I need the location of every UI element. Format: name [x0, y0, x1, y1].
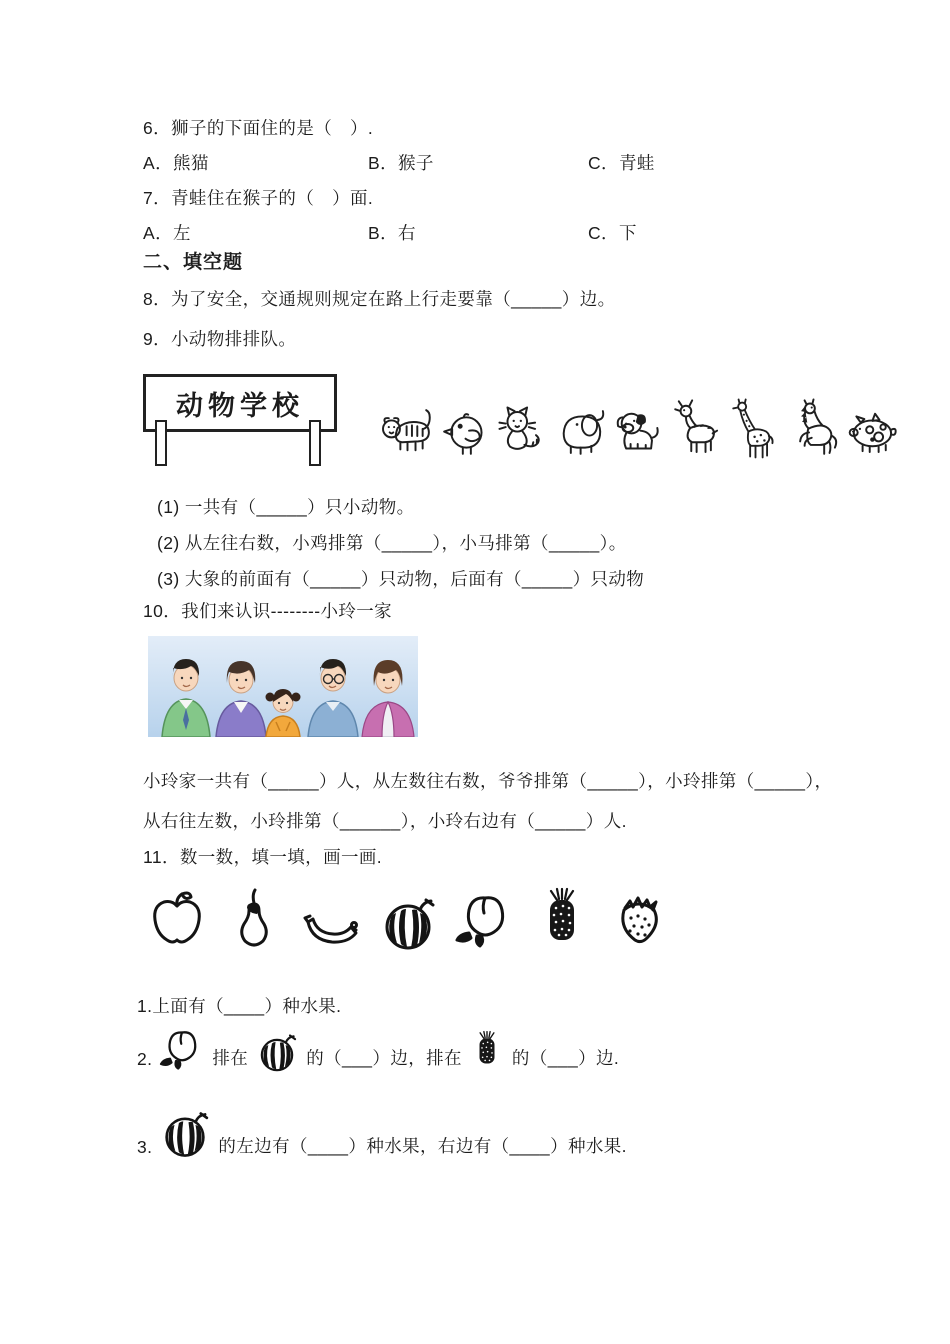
- chick-icon: [437, 390, 494, 466]
- peach-icon: [453, 878, 517, 962]
- question-6-option-c: C．青蛙: [588, 153, 655, 173]
- dog-icon: [611, 390, 668, 466]
- question-9: 9．小动物排排队。: [143, 329, 297, 349]
- sign-left-leg: [155, 420, 167, 466]
- question-10-line-2: 从右往左数，小玲排第（______），小玲右边有（_____）人.: [143, 811, 627, 831]
- question-11-sub-3: [137, 1098, 627, 1164]
- sub-3-text-1: 的左边有（____）种水果，右边有（____）种水果.: [218, 1136, 627, 1156]
- question-9-sub-3: (3) 大象的前面有（_____）只动物，后面有（_____）只动物: [157, 569, 645, 589]
- question-10-line-1: 小玲家一共有（_____）人，从左数往右数，爷爷排第（_____），小玲排第（_____），: [143, 771, 833, 791]
- animal-school-sign-board: 动物学校: [143, 374, 337, 432]
- question-10: 10．我们来认识--------小玲一家: [143, 601, 393, 621]
- question-7: 7．青蛙住在猴子的（ ）面.: [143, 188, 374, 208]
- sub-3-number: 3.: [137, 1137, 153, 1157]
- fruit-row: [145, 878, 671, 962]
- horse-icon: [785, 390, 842, 466]
- banana-icon: [299, 878, 363, 962]
- apple-icon: [145, 878, 209, 962]
- family-photo: [148, 636, 418, 737]
- question-7-option-a: A．左: [143, 223, 191, 243]
- sub-2-number: 2.: [137, 1049, 153, 1069]
- question-11-sub-2: [137, 1022, 619, 1076]
- animal-row: [379, 390, 900, 466]
- pineapple-icon: [530, 878, 594, 962]
- sub-2-text-1: 排在: [212, 1048, 249, 1068]
- sub-2-text-2: 的（___）边，排在: [306, 1048, 462, 1068]
- strawberry-icon: [607, 878, 671, 962]
- pear-icon: [222, 878, 286, 962]
- giraffe-icon: [727, 390, 784, 466]
- question-6-option-b: B．猴子: [368, 153, 434, 173]
- question-11: 11．数一数，填一填，画一画.: [143, 847, 383, 867]
- cat-icon: [495, 390, 552, 466]
- question-6: 6．狮子的下面住的是（ ）.: [143, 118, 374, 138]
- question-6-option-a: A．熊猫: [143, 153, 209, 173]
- question-9-sub-1: (1) 一共有（_____）只小动物。: [157, 497, 415, 517]
- section-2-heading: 二、填空题: [143, 252, 244, 273]
- watermelon-icon: [253, 1024, 301, 1076]
- question-7-option-b: B．右: [368, 223, 416, 243]
- animal-school-figure: [143, 370, 900, 466]
- question-9-sub-2: (2) 从左往右数，小鸡排第（_____），小马排第（_____）。: [157, 533, 627, 553]
- question-7-option-c: C．下: [588, 223, 637, 243]
- deer-icon: [669, 390, 726, 466]
- watermelon-icon: [376, 878, 440, 962]
- peach-icon: [157, 1022, 207, 1076]
- pineapple-icon: [467, 1026, 507, 1076]
- elephant-icon: [553, 390, 610, 466]
- sign-right-leg: [309, 420, 321, 466]
- sub-2-text-3: 的（___）边.: [511, 1048, 620, 1068]
- animal-school-sign: [143, 370, 343, 466]
- watermelon-icon: [157, 1098, 213, 1164]
- question-8: 8．为了安全，交通规则规定在路上行走要靠（_____）边。: [143, 289, 616, 309]
- question-11-sub-1: 1.上面有（____）种水果.: [137, 996, 342, 1016]
- tiger-icon: [379, 390, 436, 466]
- pig-icon: [843, 390, 900, 466]
